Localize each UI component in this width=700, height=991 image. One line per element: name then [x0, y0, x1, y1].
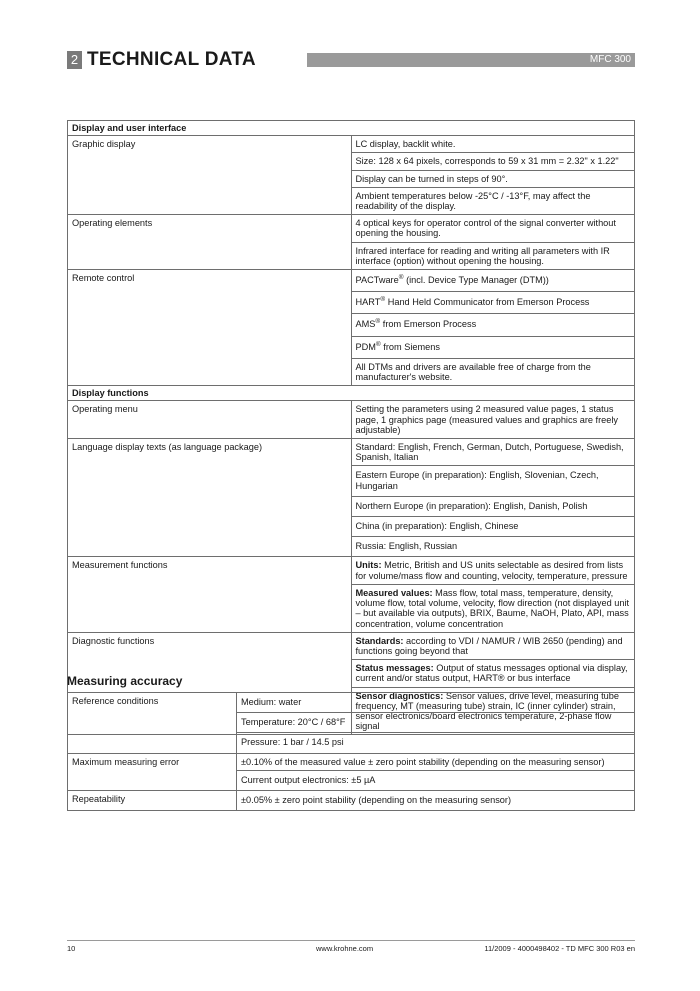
footer-website: www.krohne.com [316, 944, 374, 953]
table-row [68, 401, 635, 439]
row-label-diagnostic: Diagnostic functions [68, 632, 352, 735]
value-cell: Northern Europe (in preparation): English, Danish, Polish [351, 496, 635, 516]
row-label-operating-elements: Operating elements [68, 215, 352, 270]
section-title-display: Display and user interface [68, 121, 635, 136]
value-cell: Pressure: 1 bar / 14.5 psi [237, 733, 635, 753]
value-cell: LC display, backlit white. [351, 136, 635, 153]
table-row [68, 791, 635, 811]
value-cell-status: Status messages: Output of status messages optional via display, current and/or status output, HART® or bus interface [351, 660, 635, 687]
row-label-max-error: Maximum measuring error [68, 753, 237, 790]
section-row-functions [68, 386, 635, 401]
value-cell: Russia: English, Russian [351, 537, 635, 557]
value-cell: Eastern Europe (in preparation): English, Slovenian, Czech, Hungarian [351, 466, 635, 496]
footer-doc-ref: 11/2009 - 4000498402 - TD MFC 300 R03 en [484, 944, 635, 953]
value-cell: Display can be turned in steps of 90°. [351, 170, 635, 187]
value-cell: All DTMs and drivers are available free of charge from the manufacturer's website. [351, 358, 635, 385]
table-row [68, 136, 635, 153]
table-row [68, 270, 635, 292]
value-cell-pactware: PACTware® (incl. Device Type Manager (DTM)) [351, 270, 635, 292]
value-cell-units: Units: Metric, British and US units selectable as desired from lists for volume/mass flow and counting, velocity, temperature, pressure [351, 557, 635, 584]
row-label-measurement: Measurement functions [68, 557, 352, 632]
value-cell: Standard: English, French, German, Dutch, Portuguese, Swedish, Spanish, Italian [351, 439, 635, 466]
value-cell: 4 optical keys for operator control of the signal converter without opening the housing. [351, 215, 635, 242]
row-label-repeatability: Repeatability [68, 791, 237, 811]
value-cell: Size: 128 x 64 pixels, corresponds to 59 x 31 mm = 2.32" x 1.22" [351, 153, 635, 170]
table-row [68, 215, 635, 242]
value-cell-standards: Standards: according to VDI / NAMUR / WIB 2650 (pending) and functions going beyond that [351, 632, 635, 659]
value-cell-sensor: Sensor diagnostics: Sensor values, drive level, measuring tube frequency, MT (measuring tube) strain, IC (inner cylinder) strain, sensor electronics/board electronics temperature, 2-phase flow signal [351, 687, 635, 735]
table-row [68, 439, 635, 466]
value-cell: ±0.10% of the measured value ± zero point stability (depending on the measuring sensor) [237, 753, 635, 770]
row-label-reference: Reference conditions [68, 693, 237, 754]
value-cell: Temperature: 20°C / 68°F [237, 713, 635, 733]
value-cell-pdm: PDM® from Siemens [351, 336, 635, 358]
table-row [68, 693, 635, 713]
section-title-accuracy: Measuring accuracy [67, 674, 183, 688]
header-bar [307, 53, 635, 67]
row-label-remote-control: Remote control [68, 270, 352, 386]
value-cell: Ambient temperatures below -25°C / -13°F, may affect the readability of the display. [351, 187, 635, 214]
page-header [67, 51, 635, 69]
value-cell: ±0.05% ± zero point stability (depending on the measuring sensor) [237, 791, 635, 811]
table-row [68, 632, 635, 659]
row-label-language: Language display texts (as language package) [68, 439, 352, 557]
chapter-title: TECHNICAL DATA [87, 49, 256, 70]
doc-code: MFC 300 [589, 54, 631, 65]
accuracy-spec-table [67, 692, 635, 811]
value-cell: China (in preparation): English, Chinese [351, 517, 635, 537]
footer-divider [67, 940, 635, 941]
row-label-operating-menu: Operating menu [68, 401, 352, 439]
value-cell: Current output electronics: ±5 µA [237, 770, 635, 790]
table-row [68, 753, 635, 770]
chapter-number: 2 [67, 51, 82, 69]
page-number: 10 [67, 944, 76, 953]
section-row-display [68, 121, 635, 136]
table-row [68, 557, 635, 584]
value-cell-measured: Measured values: Mass flow, total mass, temperature, density, volume flow, total volume, velocity, flow direction (not displayed unit – but available via outputs), BRIX, Baume, NaOH, Plato, API, mass concentration, volume concentration [351, 584, 635, 632]
value-cell-hart: HART® Hand Held Communicator from Emerson Process [351, 292, 635, 314]
section-title-functions: Display functions [68, 386, 635, 401]
display-spec-table [67, 120, 635, 735]
value-cell: Medium: water [237, 693, 635, 713]
row-label-graphic-display: Graphic display [68, 136, 352, 215]
value-cell-ams: AMS® from Emerson Process [351, 314, 635, 336]
value-cell: Infrared interface for reading and writing all parameters with IR interface (option) without opening the housing. [351, 242, 635, 269]
value-cell: Setting the parameters using 2 measured value pages, 1 status page, 1 graphics page (measured values and graphics are freely adjustable) [351, 401, 635, 439]
